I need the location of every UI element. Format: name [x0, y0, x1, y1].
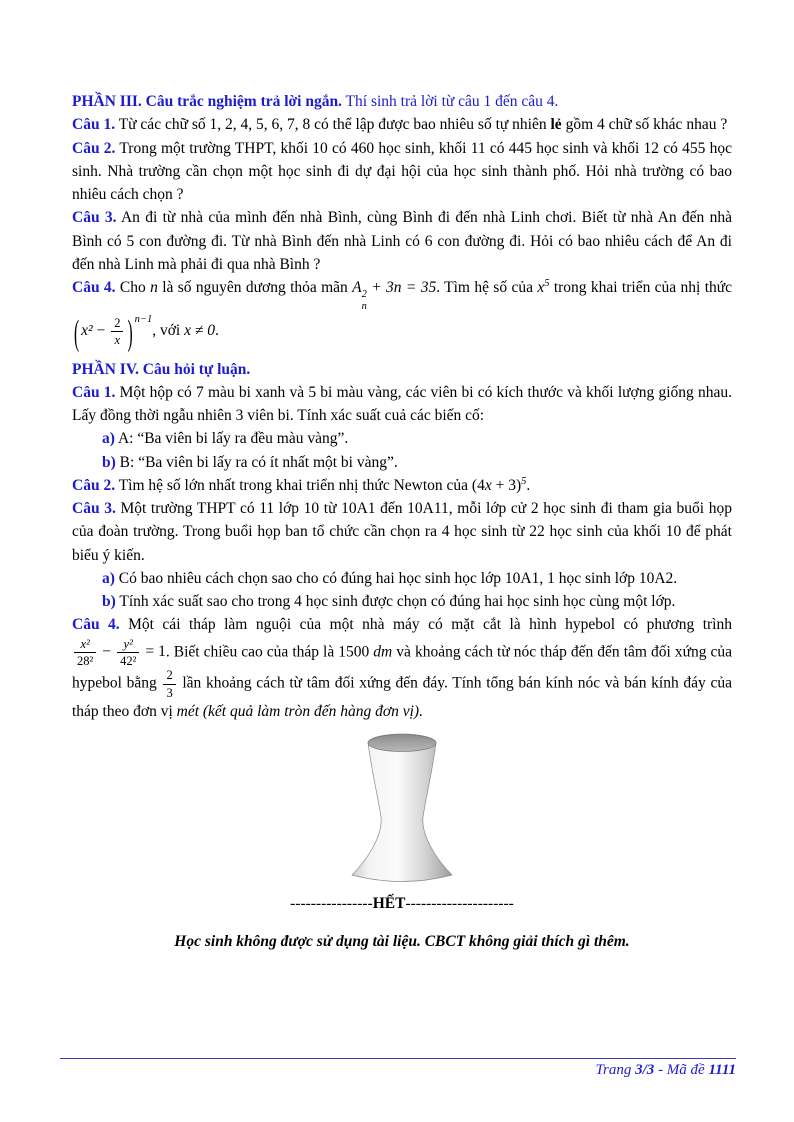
fraction-numerator: x²: [74, 637, 96, 653]
fraction-denominator: 42²: [120, 654, 137, 669]
footer-divider: [60, 1058, 736, 1059]
item-label: a): [102, 430, 115, 448]
question-label: Câu 3.: [72, 209, 117, 227]
superscript: 5: [521, 475, 527, 487]
text-run: lần khoảng cách từ tâm đối xứng đến đáy. Tính tổng bán kính nóc và bán kính đáy của tháp theo đơn vị: [72, 674, 732, 721]
subscript: n: [361, 300, 367, 312]
equals-one: = 1: [141, 643, 166, 661]
part3-heading-note: Thí sinh trả lời từ câu 1 đến câu 4.: [345, 93, 559, 110]
part4-q3-item-b: [72, 590, 732, 613]
end-label: HẾT: [372, 895, 406, 913]
question-label: Câu 4.: [72, 279, 116, 297]
math-text: + 3): [491, 476, 522, 494]
fraction: [163, 668, 175, 700]
question-label: Câu 2.: [72, 139, 116, 157]
minus-sign: −: [98, 643, 116, 661]
math-A-n-2-formula: [352, 279, 437, 312]
italic-note: mét (kết quả làm tròn đến hàng đơn vị).: [176, 703, 423, 721]
part4-heading-title: PHẦN IV. Câu hỏi tự luận.: [72, 360, 251, 378]
question-label: Câu 1.: [72, 383, 116, 401]
part4-heading: [72, 358, 732, 381]
part4-question-2: [72, 474, 732, 497]
math-x-ne-0: x ≠ 0: [184, 322, 215, 340]
math-condition: [184, 322, 219, 339]
close-paren: ): [127, 314, 133, 355]
part3-question-4: [72, 276, 733, 355]
text-run: trong khai triển của nhị thức: [553, 279, 733, 297]
item-label: b): [102, 453, 116, 471]
fraction: [74, 637, 96, 669]
math-base-x: x: [537, 279, 545, 297]
page-footer: [60, 1058, 736, 1079]
minus-sign: −: [92, 322, 110, 340]
fraction-numerator: 2: [163, 668, 175, 684]
part4-question-4: [72, 613, 732, 723]
part3-question-1: [72, 113, 732, 136]
text-run: Một trường THPT có 11 lớp 10 từ 10A1 đến 10A11, mỗi lớp cử 2 học sinh đi tham gia buổi họp của đoàn trường. Trong buổi họp ban tổ chức cần chọn ra 4 học sinh từ 22 học sinh của khối 10 để phát biểu ý kiến.: [72, 500, 732, 564]
math-x-squared: x²: [81, 322, 93, 340]
item-label: b): [102, 593, 116, 611]
fraction-numerator: y²: [117, 637, 139, 653]
text-run: Từ các chữ số: [118, 116, 206, 134]
footer-separator: - Mã đề: [654, 1062, 709, 1078]
item-text: Tính xác suất sao cho trong 4 học sinh được chọn có đúng hai học sinh học cùng một lớp.: [119, 593, 676, 611]
exponent: n−1: [134, 314, 153, 326]
text-run: là số nguyên dương thỏa mãn: [162, 279, 348, 297]
end-dashes-right: ---------------------: [405, 895, 514, 913]
superscript: 5: [544, 278, 550, 289]
text-run: Một hộp có 7 màu bi xanh và 5 bi màu vàng, các viên bi có kích thước và khối lượng giống nhau. Lấy đồng thời ngẫu nhiên 3 viên bi. Tính xác suất cuả các biến cố:: [72, 383, 732, 425]
fraction: [117, 637, 139, 669]
text-run: , với: [152, 322, 185, 340]
exam-content: [72, 90, 732, 953]
item-text: Có bao nhiêu cách chọn sao cho có đúng hai học sinh học lớp 10A1, 1 học sinh lớp 10A2.: [118, 569, 678, 587]
cooling-tower-image: [337, 731, 467, 883]
part4-question-1: [72, 381, 732, 428]
part4-q3-item-a: [72, 567, 732, 590]
part3-heading-title: PHẦN III. Câu trắc nghiệm trả lời ngắn.: [72, 93, 342, 110]
open-paren: (: [74, 314, 80, 355]
footer-page-info: [60, 1062, 736, 1079]
text-run: Một cái tháp làm nguội của một nhà máy có mặt cắt là hình hypebol có phương trình: [128, 616, 732, 634]
math-variable-x: x: [484, 476, 492, 494]
superscript: 2: [361, 289, 367, 301]
math-text: (4: [471, 476, 485, 494]
unit-dm: dm: [373, 643, 393, 661]
text-run: .: [215, 322, 219, 340]
binomial-formula: [72, 314, 153, 355]
math-x-power-5: [537, 279, 549, 296]
text-run: . Tìm hệ số của: [436, 279, 538, 297]
item-label: a): [102, 569, 115, 587]
question-label: Câu 2.: [72, 476, 116, 494]
fraction-denominator: 28²: [77, 654, 94, 669]
text-run: An đi từ nhà của mình đến nhà Bình, cùng Bình đi đến nhà Linh chơi. Biết từ nhà An đến nhà Bình có 5 con đường đi. Từ nhà Bình đến nhà Linh có 6 con đường đi. Hỏi có bao nhiêu cách để An đi đến nhà Linh mà phải đi qua nhà Bình ?: [72, 209, 732, 273]
part3-question-2: [72, 137, 732, 207]
footer-page-number: 3/3: [635, 1062, 655, 1078]
math-base-A: A: [352, 279, 362, 297]
fraction-denominator: x: [114, 333, 121, 348]
emphasis-odd: lẻ: [550, 116, 562, 134]
fraction: [111, 316, 123, 348]
text-run: . Biết chiều cao của tháp là 1500: [165, 643, 374, 661]
part3-question-3: [72, 206, 732, 276]
part3-heading: [72, 90, 732, 113]
text-run: Tìm hệ số lớn nhất trong khai triển nhị thức Newton của: [118, 476, 469, 494]
text-run: Cho: [119, 279, 146, 297]
fraction-numerator: 2: [111, 316, 123, 332]
question-label: Câu 1.: [72, 116, 116, 134]
item-text: B: “Ba viên bi lấy ra có ít nhất một bi vàng”.: [119, 453, 398, 471]
closing-note: Học sinh không được sử dụng tài liệu. CBCT không giải thích gì thêm.: [174, 932, 630, 950]
newton-binomial: [472, 477, 530, 494]
text-run: .: [526, 476, 531, 494]
item-text: A: “Ba viên bi lấy ra đều màu vàng”.: [117, 430, 349, 448]
footer-exam-code: 1111: [708, 1062, 736, 1078]
math-equation: + 3n = 35: [366, 279, 437, 297]
hyperbola-equation: [72, 636, 166, 669]
part4-q1-item-b: [72, 451, 732, 474]
fraction-denominator: 3: [166, 685, 173, 700]
part4-q1-item-a: [72, 427, 732, 450]
footer-prefix: Trang: [595, 1062, 636, 1078]
text-run: và khoảng cách từ nóc tháp đến đến tâm đối xứng của hypebol bằng: [72, 643, 733, 692]
question-label: Câu 4.: [72, 616, 120, 634]
text-run: có thể lập được bao nhiêu số tự nhiên: [314, 116, 547, 134]
end-marker: [72, 892, 732, 915]
end-dashes-left: ----------------: [290, 895, 373, 913]
text-run: gồm 4 chữ số khác nhau ?: [565, 116, 728, 134]
part4-question-3: [72, 497, 732, 567]
math-variable-n: n: [150, 279, 158, 297]
digit-list: 1, 2, 4, 5, 6, 7, 8: [209, 116, 311, 134]
question-label: Câu 3.: [72, 500, 116, 518]
cooling-tower-figure: [72, 731, 732, 888]
text-run: Trong một trường THPT, khối 10 có 460 học sinh, khối 11 có 445 học sinh và khối 12 có 455 học sinh. Nhà trường cần chọn một học sinh đi dự đại hội của học sinh thành phố. Hỏi nhà trường có bao nhiêu cách chọn ?: [72, 139, 732, 203]
